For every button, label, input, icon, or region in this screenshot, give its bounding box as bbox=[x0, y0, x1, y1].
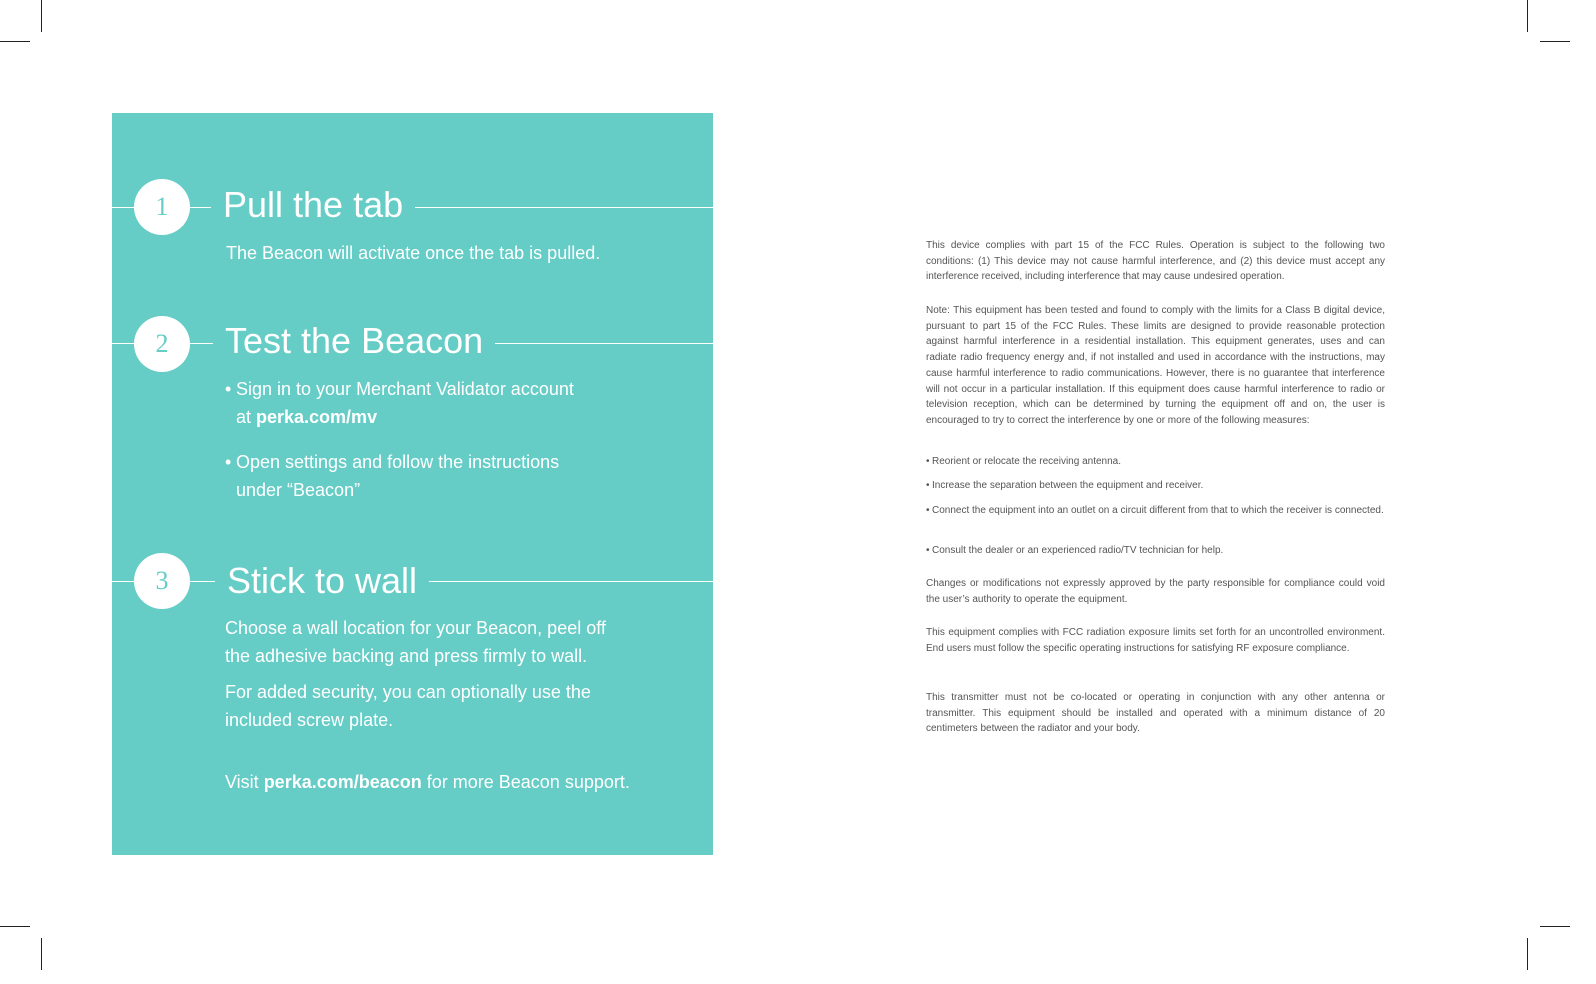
fcc-measure-text: Increase the separation between the equipment and receiver. bbox=[932, 480, 1204, 491]
step-2-number: 2 bbox=[134, 316, 190, 372]
support-prefix: Visit bbox=[225, 772, 264, 792]
step-1-text: The Beacon will activate once the tab is pulled. bbox=[226, 243, 601, 263]
crop-mark bbox=[1527, 0, 1528, 32]
bullet-text bbox=[236, 375, 574, 431]
bullet-dot: • bbox=[926, 545, 930, 556]
fcc-note: Note: This equipment has been tested and found to comply with the limits for a Class B digital device, pursuant to part 15 of the FCC Rules. These limits are designed to provide reasonable protection against harmful interference in a residential installation. This equipment generates, uses and can radiate radio frequency energy and, if not installed and used in accordance with the instructions, may cause harmful interference to radio communications. However, there is no guarantee that interference will not occur in a particular installation. If this equipment does cause harmful interference to radio or television reception, which can be determined by turning the equipment off and on, the user is encouraged to try to correct the interference by one or more of the following measures: bbox=[926, 305, 1385, 426]
step-1-title: Pull the tab bbox=[211, 183, 415, 227]
fcc-measure-text: Consult the dealer or an experienced radio/TV technician for help. bbox=[932, 545, 1224, 556]
fcc-measure bbox=[926, 543, 1385, 559]
step-3-title: Stick to wall bbox=[215, 559, 429, 603]
fcc-colocation: This transmitter must not be co-located or operating in conjunction with any other antenna or transmitter. This equipment should be installed and operated with a minimum distance of 20 centimeters between the radiator and your body. bbox=[926, 692, 1385, 735]
crop-mark bbox=[41, 0, 42, 32]
fcc-statement: This device complies with part 15 of the FCC Rules. Operation is subject to the following two conditions: (1) This device may not cause harmful interference, and (2) this device must accept any interference received, including interference that may cause undesired operation. bbox=[926, 240, 1385, 283]
step-2-bullet-1 bbox=[225, 375, 645, 431]
step-3-text: Choose a wall location for your Beacon, peel off the adhesive backing and press firmly to wall. bbox=[225, 618, 606, 666]
bullet-dot: • bbox=[225, 379, 232, 399]
step-3-security-text: For added security, you can optionally use the included screw plate. bbox=[225, 682, 591, 730]
step-3-number: 3 bbox=[134, 553, 190, 609]
fcc-measure bbox=[926, 503, 1385, 519]
crop-mark bbox=[41, 938, 42, 970]
crop-mark bbox=[0, 41, 30, 42]
step-2-bullet-2 bbox=[225, 448, 645, 504]
fcc-measure-text: Connect the equipment into an outlet on a circuit different from that to which the receiver is connected. bbox=[932, 505, 1384, 516]
fcc-measure bbox=[926, 478, 1385, 494]
bullet-dot: • bbox=[926, 505, 930, 516]
fcc-measure-text: Reorient or relocate the receiving antenna. bbox=[932, 456, 1122, 467]
bullet-dot: • bbox=[926, 480, 930, 491]
bullet-dot: • bbox=[926, 456, 930, 467]
crop-mark bbox=[1540, 926, 1570, 927]
crop-mark bbox=[0, 926, 30, 927]
fcc-modifications: Changes or modifications not expressly approved by the party responsible for compliance could void the user’s authority to operate the equipment. bbox=[926, 578, 1385, 605]
instructions-panel bbox=[112, 113, 713, 855]
crop-mark bbox=[1540, 41, 1570, 42]
bullet-dot: • bbox=[225, 452, 232, 472]
bullet-line: Open settings and follow the instructions bbox=[236, 452, 560, 472]
support-line bbox=[225, 768, 695, 796]
bullet-line: under “Beacon” bbox=[236, 480, 361, 500]
bullet-prefix: at bbox=[236, 407, 257, 427]
step-2-title: Test the Beacon bbox=[213, 319, 495, 363]
bullet-text bbox=[236, 448, 559, 504]
support-suffix: for more Beacon support. bbox=[421, 772, 630, 792]
step-1-number: 1 bbox=[134, 179, 190, 235]
fcc-measure bbox=[926, 454, 1385, 470]
perka-mv-link[interactable]: perka.com/mv bbox=[256, 407, 378, 427]
bullet-line: Sign in to your Merchant Validator account bbox=[236, 379, 574, 399]
fcc-rf-exposure: This equipment complies with FCC radiation exposure limits set forth for an uncontrolled environment. End users must follow the specific operating instructions for satisfying RF exposure compliance. bbox=[926, 627, 1385, 654]
perka-beacon-link[interactable]: perka.com/beacon bbox=[263, 772, 422, 792]
crop-mark bbox=[1527, 938, 1528, 970]
